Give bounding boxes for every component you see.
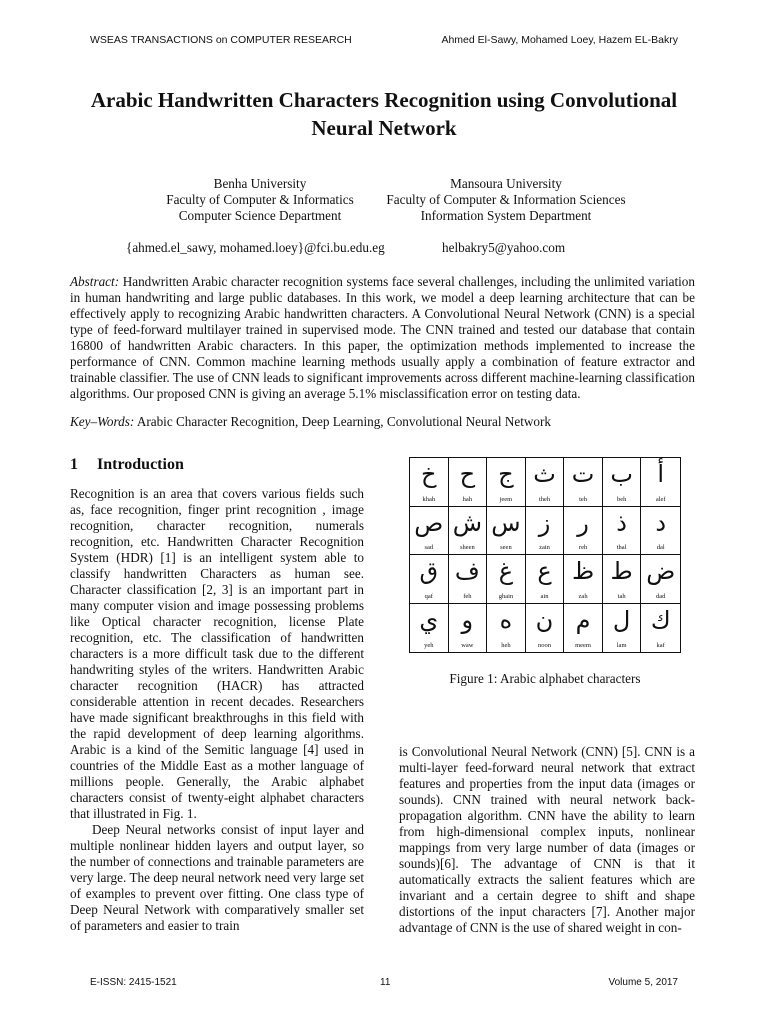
character-name: noon [537,642,551,649]
arabic-alphabet-figure [409,457,681,653]
arabic-character: د [655,508,667,537]
arabic-character: ش [452,508,482,537]
abstract [70,274,695,402]
university-name: Mansoura University [450,176,562,191]
running-header-authors: Ahmed El-Sawy, Mohamed Loey, Hazem EL-Bakry [441,34,678,46]
character-name: dal [656,544,665,551]
character-name: feh [463,592,472,600]
arabic-character: س [491,508,521,537]
university-name: Benha University [213,176,307,191]
figure-cell-lam [603,604,642,653]
character-name: beh [616,495,627,503]
figure-cell-zah [564,555,603,604]
arabic-character: ظ [571,557,595,585]
character-name: zah [578,592,588,600]
character-name: teh [579,495,588,503]
character-name: dad [656,592,666,600]
figure-cell-noon [526,604,565,653]
department-name: Information System Department [420,208,592,223]
figure-cell-qaf [410,555,449,604]
section-title: Introduction [97,456,184,473]
faculty-name: Faculty of Computer & Information Sciences [386,192,626,207]
character-name: meem [575,642,591,649]
character-name: khah [422,495,436,503]
figure-cell-yeh [410,604,449,653]
section-heading [70,456,184,474]
character-name: heh [501,642,511,649]
character-name: yeh [424,642,434,649]
left-column [70,486,364,934]
figure-cell-thal [603,507,642,556]
arabic-character: خ [421,460,437,488]
arabic-character: غ [498,557,514,585]
arabic-character: ل [612,605,631,634]
character-name: reh [578,544,588,551]
figure-cell-beh [603,458,642,507]
affiliation-mansoura [370,176,642,224]
paragraph: is Convolutional Neural Network (CNN) [5]. CNN is a multi-layer feed-forward neural network that extract features and properties from the input data (images or sounds). CNN trained with neural network back-propagation algorithm. CNN have the ability to learn from high-dimensional complex inputs, nonlinear mappings from very large number of data (images or sounds)[6]. The advantage of CNN is that it automatically extracts the salient features which are invariant and a certain degree to shift and shape distortions of the input characters [7]. Another major advantage of CNN is the use of shared weight in con- [399,744,695,935]
figure-cell-jeem [487,458,526,507]
arabic-character: ع [537,557,552,585]
arabic-character: ذ [616,508,627,537]
email-mansoura: helbakry5@yahoo.com [442,240,566,255]
figure-cell-reh [564,507,603,556]
keywords [70,414,551,430]
arabic-character: أ [657,460,665,488]
character-name: jeem [499,495,513,503]
character-name: waw [461,642,474,649]
right-column [399,744,695,936]
character-name: qaf [424,592,433,600]
character-name: thal [616,544,627,551]
figure-cell-zain [526,507,565,556]
arabic-character: ح [459,460,476,488]
affiliation-benha [150,176,370,224]
figure-cell-meem [564,604,603,653]
paper-title: Arabic Handwritten Characters Recognition using Convolutional Neural Network [90,88,678,140]
arabic-character: ج [498,460,514,488]
character-name: ain [540,592,549,600]
keywords-label: Key–Words: [70,414,135,429]
arabic-character: ض [646,557,676,585]
email-benha: {ahmed.el_sawy, mohamed.loey}@fci.bu.edu.eg [126,240,385,255]
character-name: ghain [498,592,514,600]
character-name: sheen [459,544,475,551]
arabic-character: ف [454,557,480,585]
arabic-character: ط [610,557,633,585]
character-name: sad [424,544,434,551]
figure-cell-dad [641,555,680,604]
paragraph: Deep Neural networks consist of input layer and multiple nonlinear hidden layers and output layer, so the number of connections and trainable parameters are very large. The deep neural network need very large set of examples to prevent over fitting. One class type of Deep Neural Network with comparatively smaller set of parameters and easier to train [70,822,364,933]
arabic-character: م [575,605,591,634]
character-name: hah [462,495,473,503]
arabic-character: ص [414,508,444,537]
arabic-character: و [461,605,474,634]
figure-cell-waw [449,604,488,653]
figure-cell-alef [641,458,680,507]
character-name: lam [616,642,627,649]
arabic-character: ك [650,605,671,634]
arabic-character: ق [419,557,439,585]
figure-cell-sheen [449,507,488,556]
character-name: alef [655,495,666,503]
department-name: Computer Science Department [178,208,342,223]
footer-volume: Volume 5, 2017 [608,977,678,988]
figure-cell-heh [487,604,526,653]
section-number: 1 [70,456,78,473]
figure-cell-kaf [641,604,680,653]
footer-issn: E-ISSN: 2415-1521 [90,977,177,988]
footer-page-number: 11 [380,977,391,988]
figure-cell-tah [603,555,642,604]
figure-caption: Figure 1: Arabic alphabet characters [449,671,641,686]
figure-cell-seen [487,507,526,556]
figure-cell-teh [564,458,603,507]
figure-cell-sad [410,507,449,556]
arabic-character: ز [538,508,551,537]
arabic-character: ث [533,460,556,488]
character-name: zain [539,544,550,551]
arabic-character: ه [499,605,513,634]
character-name: seen [500,544,512,551]
figure-cell-ghain [487,555,526,604]
figure-cell-feh [449,555,488,604]
arabic-character: ي [419,605,439,634]
faculty-name: Faculty of Computer & Informatics [166,192,354,207]
figure-cell-khah [410,458,449,507]
character-name: theh [538,495,551,503]
arabic-character: ن [535,605,554,634]
arabic-character: ت [571,460,595,488]
figure-cell-theh [526,458,565,507]
character-name: kaf [656,642,665,649]
abstract-text: Handwritten Arabic character recognition systems face several challenges, including the unlimited variation in human handwriting and large public databases. In this work, we model a deep learning architecture that can be effectively apply to recognizing Arabic handwritten characters. A Convolutional Neural Network (CNN) is a special type of feed-forward multilayer trained in supervised mode. The CNN trained and tested our database that contain 16800 of handwritten Arabic characters. In this paper, the optimization methods implemented to increase the performance of CNN. Common machine learning methods usually apply a combination of feature extractor and trainable classifier. The use of CNN leads to significant improvements across different machine-learning classification algorithms. Our proposed CNN is giving an average 5.1% misclassification error on testing data. [70,274,695,401]
paragraph: Recognition is an area that covers various fields such as, face recognition, finger print recognition , image recognition, character recognition, numerals recognition, etc. Handwritten Character Recognition System (HDR) [1] is an intelligent system able to classify handwritten Characters as human see. Character classification [2, 3] is an important part in many computer vision and image possessing problems like Optical character recognition, license Plate recognition, etc. The classification of handwritten characters is a more difficult task due to the different handwriting styles of the writers. Handwritten Arabic character recognition (HACR) has attracted considerable attention in recent decades. Researchers have made significant breakthroughs in this field with the rapid development of deep learning algorithms. Arabic is a kind of the Semitic language [4] used in countries of the Middle East as a mother language of millions people. Generally, the Arabic alphabet characters consist of twenty-eight alphabet characters that illustrated in Fig. 1. [70,486,364,821]
character-name: tah [617,592,626,600]
abstract-label: Abstract: [70,274,120,289]
keywords-text: Arabic Character Recognition, Deep Learning, Convolutional Neural Network [136,414,551,429]
arabic-character: ب [610,460,633,488]
figure-cell-hah [449,458,488,507]
figure-cell-ain [526,555,565,604]
figure-cell-dal [641,507,680,556]
arabic-character: ر [577,508,589,537]
running-header-journal: WSEAS TRANSACTIONS on COMPUTER RESEARCH [90,34,352,46]
